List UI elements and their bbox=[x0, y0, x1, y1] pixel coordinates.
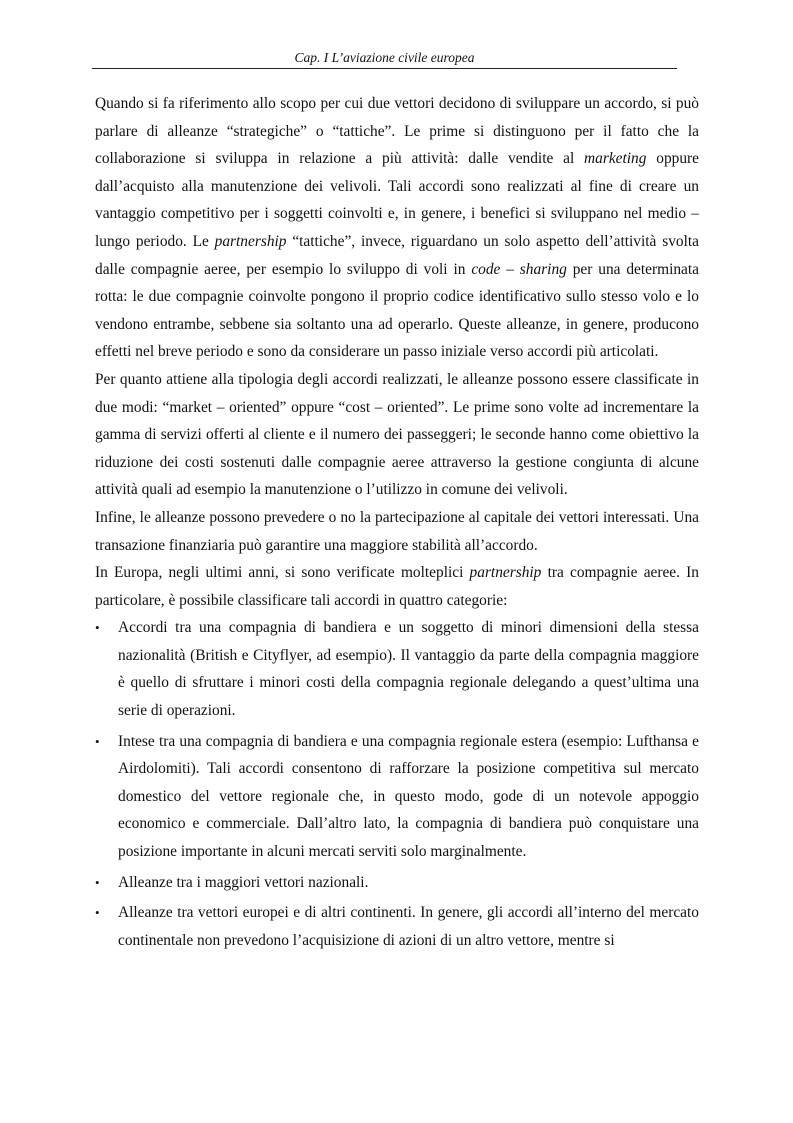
text-span: Quando si fa riferimento allo scopo per cui due vettori decidono di sviluppare un accordo, si può parlare di alleanze “strategiche” o “tattiche”. Le prime si distinguono per il fatto che la collaborazione si sviluppa in relazione a più attività: dalle vendite al bbox=[95, 95, 699, 168]
italic-term: partnership bbox=[469, 564, 542, 582]
header-rule bbox=[92, 68, 677, 69]
italic-term: code – sharing bbox=[471, 260, 567, 278]
bullet-icon: • bbox=[95, 620, 100, 636]
text-span: oppure dall’acquisto alla manutenzione dei velivoli. Tali accordi sono realizzati al fine di creare un vantaggio competitivo per i soggetti coinvolti e, in genere, i benefici si sviluppano nel medio – lungo periodo. Le bbox=[95, 150, 699, 250]
paragraph-alliance-types bbox=[95, 90, 699, 366]
text-span: per una determinata rotta: le due compagnie coinvolte pongono il proprio codice identificativo sullo stesso volo e lo vendono entrambe, sebbene sia soltanto una ad operarlo. Queste alleanze, in genere, producono effetti nel breve periodo e sono da considerare un passo iniziale verso accordi più articolati. bbox=[95, 260, 699, 361]
list-item bbox=[95, 728, 699, 866]
italic-term: partnership bbox=[214, 232, 287, 250]
list-item-text: Alleanze tra i maggiori vettori nazionali. bbox=[118, 873, 369, 891]
bullet-icon: • bbox=[95, 874, 100, 890]
list-item-text: Intese tra una compagnia di bandiera e una compagnia regionale estera (esempio: Lufthansa e Airdolomiti). Tali accordi consentono di rafforzare la posizione competitiva sul mercato domestico del vettore regionale che, in questo modo, gode di un notevole appoggio economico e commerciale. Dall’altro lato, la compagnia di bandiera può conquistare una posizione importante in alcuni mercati serviti solo marginalmente. bbox=[118, 732, 699, 861]
paragraph-capital: Infine, le alleanze possono prevedere o no la partecipazione al capitale dei vettori interessati. Una transazione finanziaria può garantire una maggiore stabilità all’accordo. bbox=[95, 508, 699, 554]
text-span: “tattiche”, invece, riguardano un solo aspetto dell’attività svolta dalle compagnie aeree, per esempio lo sviluppo di voli in bbox=[95, 232, 699, 278]
list-item-text: Alleanze tra vettori europei e di altri continenti. In genere, gli accordi all’interno del mercato continentale non prevedono l’acquisizione di azioni di un altro vettore, mentre si bbox=[118, 904, 699, 949]
list-item bbox=[95, 899, 699, 954]
text-span: tra compagnie aeree. In particolare, è possibile classificare tali accordi in quattro categorie: bbox=[95, 564, 699, 609]
running-header: Cap. I L’aviazione civile europea bbox=[294, 50, 475, 65]
page-body bbox=[95, 90, 699, 957]
bullet-icon: • bbox=[95, 733, 100, 749]
paragraph-europe bbox=[95, 559, 699, 614]
list-item bbox=[95, 614, 699, 724]
list-item-text: Accordi tra una compagnia di bandiera e un soggetto di minori dimensioni della stessa nazionalità (British e Cityflyer, ad esempio). Il vantaggio da parte della compagnia maggiore è quello di sfruttare i minori costi della compagnia regionale delegando a quest’ultima una serie di operazioni. bbox=[118, 619, 699, 720]
list-item bbox=[95, 869, 699, 897]
italic-term: marketing bbox=[584, 150, 647, 168]
text-span: In Europa, negli ultimi anni, si sono verificate molteplici bbox=[95, 564, 470, 582]
paragraph-classification: Per quanto attiene alla tipologia degli accordi realizzati, le alleanze possono essere classificate in due modi: “market – oriented” oppure “cost – oriented”. Le prime sono volte ad incrementare la gamma di servizi offerti al cliente e il numero dei passeggeri; le seconde hanno come obiettivo la riduzione dei costi sostenuti dalle compagnie aeree attraverso la gestione congiunta di alcune attività quali ad esempio la manutenzione o l’utilizzo in comune dei velivoli. bbox=[95, 370, 699, 499]
bullet-list bbox=[95, 614, 699, 954]
bullet-icon: • bbox=[95, 905, 100, 921]
